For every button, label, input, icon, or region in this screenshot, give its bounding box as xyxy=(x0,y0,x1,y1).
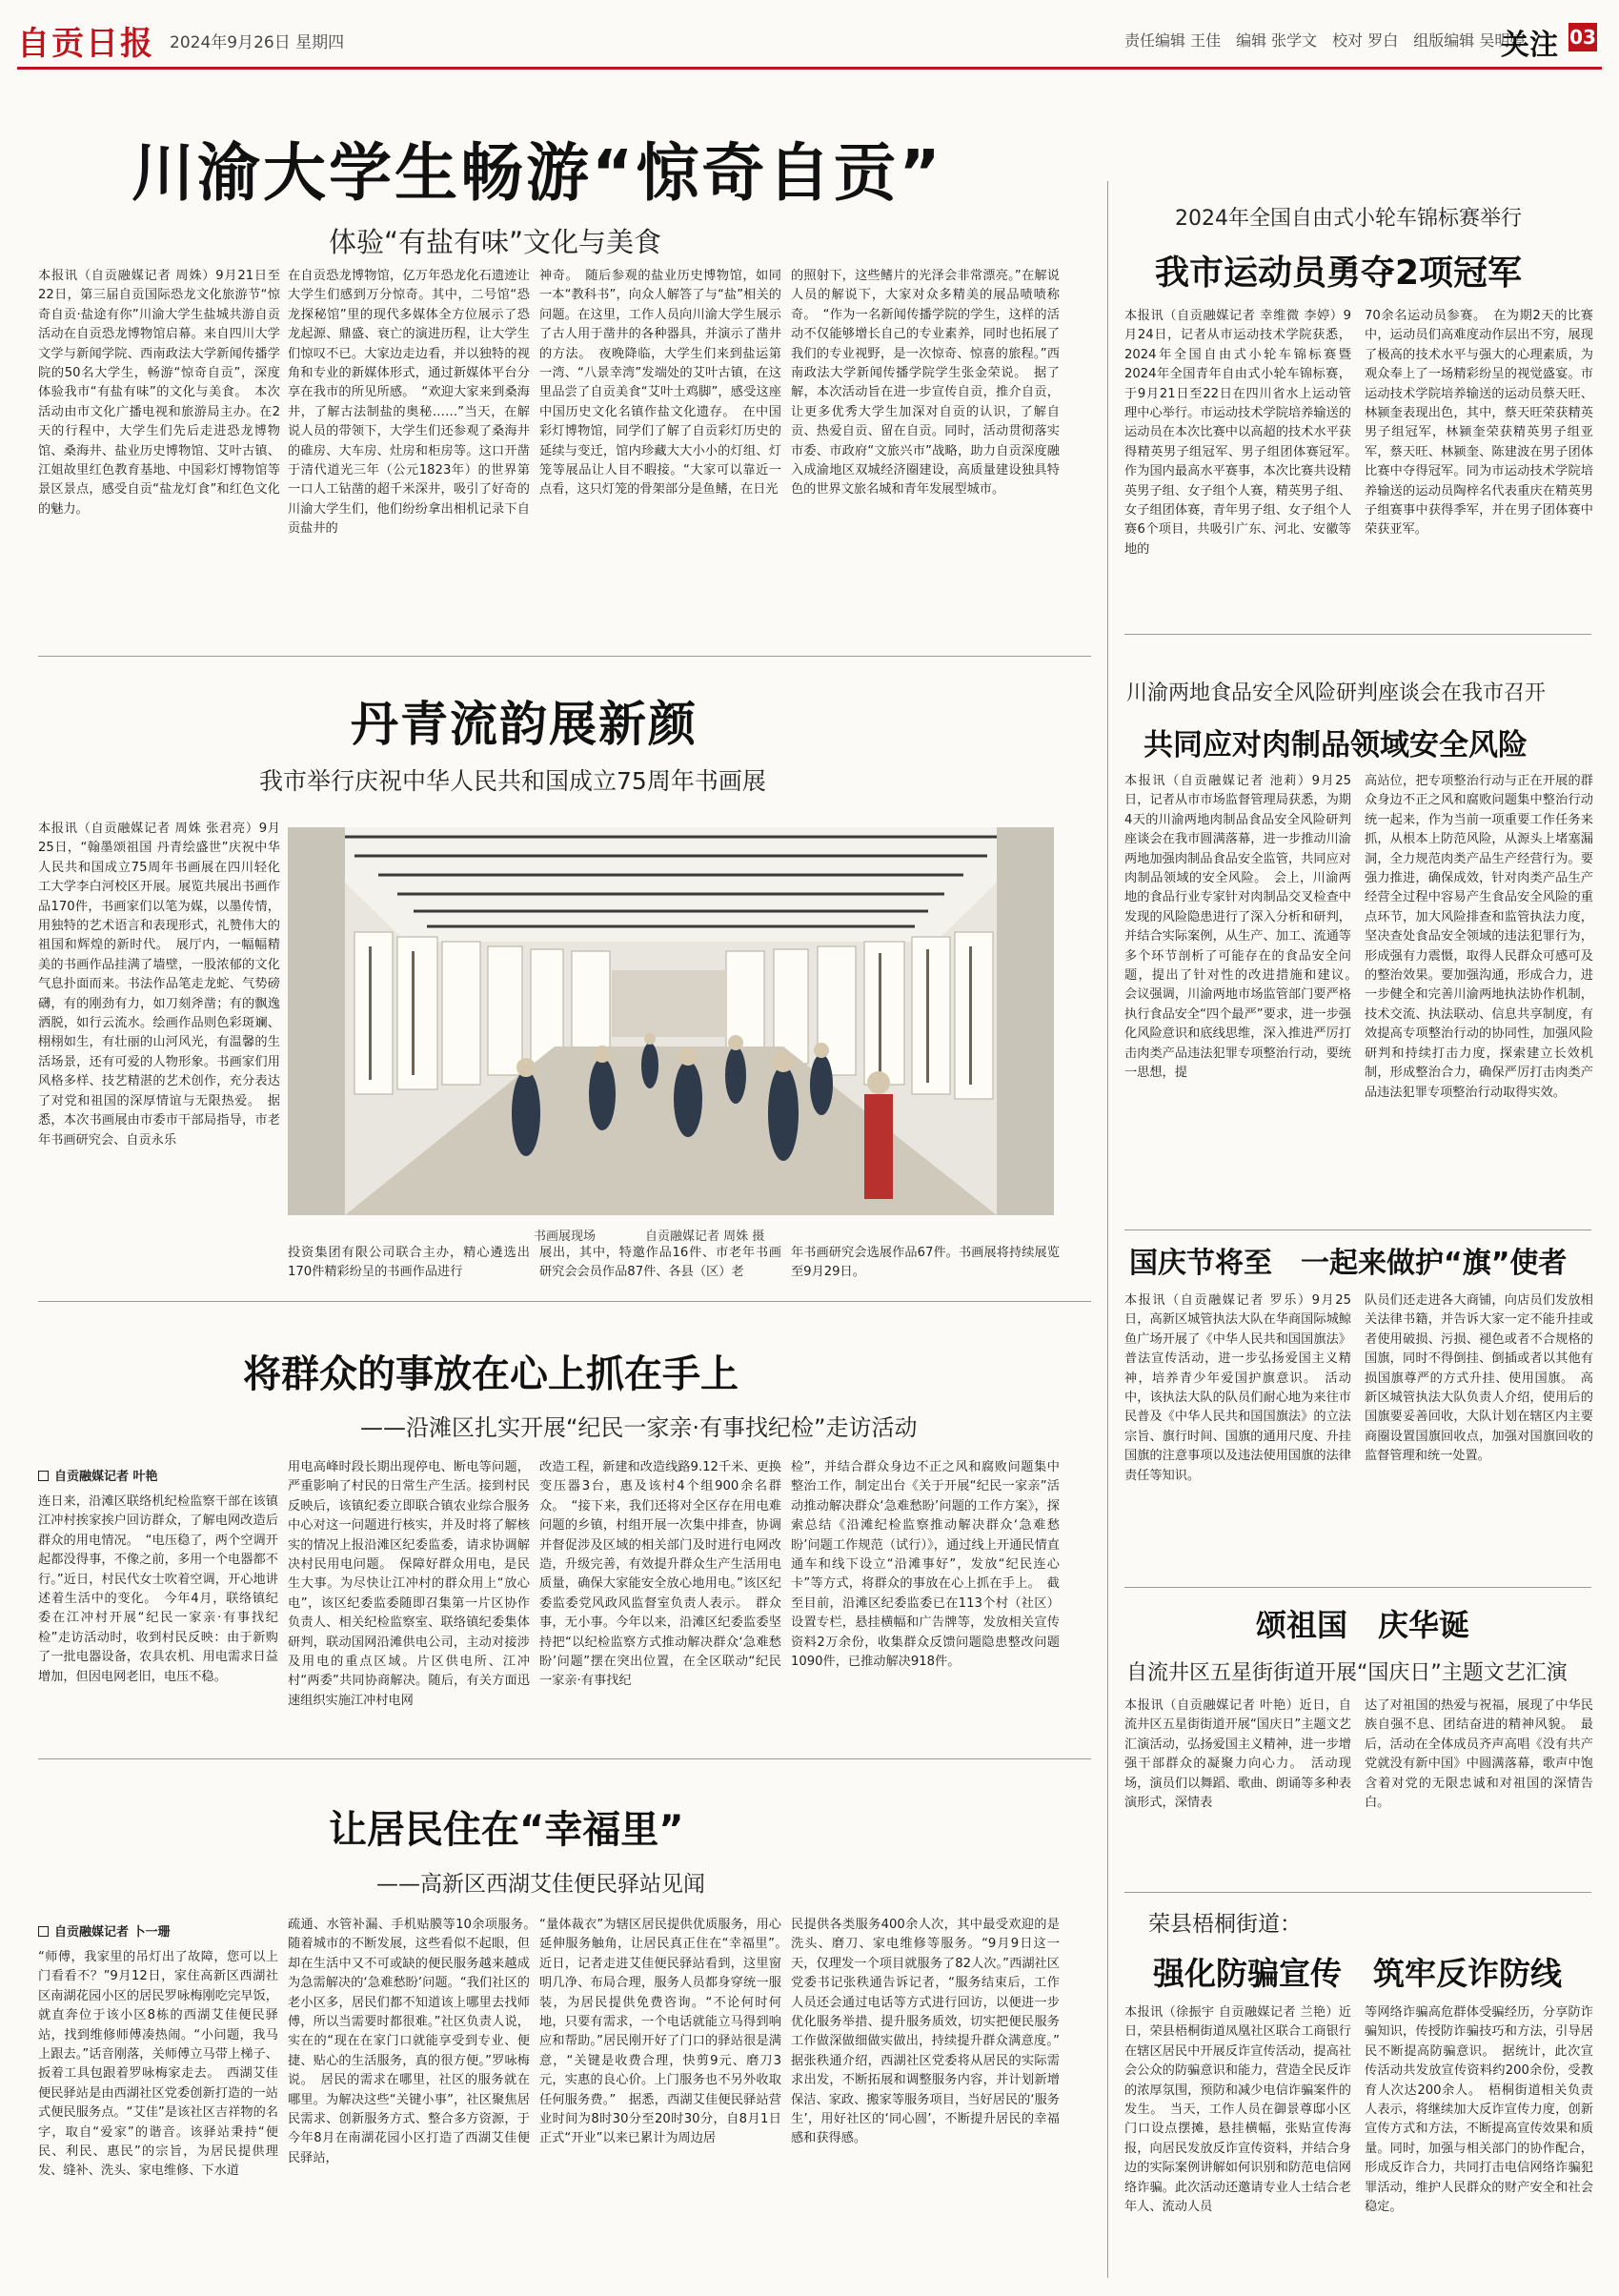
article-subtitle: 体验“有盐有味”文化与美食 xyxy=(329,226,662,258)
article-column: 连日来，沿滩区联络机纪检监察干部在该镇江冲村挨家挨户回访群众，了解电网改造后群众的用电情况。 “电压稳了，两个空调开起都没得事，不像之前，多用一个电器都不行。”近日，村民代女士吹着空调，开心地讲述着生活中的变化。 今年4月，联络镇纪委在江冲村开展“纪民一家亲·有事找纪检”走访活动时，收到村民反映：由于新购了一批电器设备，农具农机、用电需求日益增加，但因电网老旧，电压不稳。 xyxy=(38,1494,278,1684)
section-divider xyxy=(1124,1892,1591,1893)
article-column: 年书画研究会选展作品67件。书画展将持续展览至9月29日。 xyxy=(791,1246,1060,1280)
article-column: 达了对祖国的热爱与祝福，展现了中华民族自强不息、团结奋进的精神风貌。 最后，活动在全体成员齐声高唱《没有共产党就没有新中国》中圆满落幕，歌声中饱含着对党的无限忠诚和对祖国的深情告白。 xyxy=(1365,1698,1593,1811)
article-headline: 将群众的事放在心上抓在手上 xyxy=(243,1352,739,1396)
article-kicker: 2024年全国自由式小轮车锦标赛举行 xyxy=(1175,207,1522,231)
section-divider xyxy=(1124,634,1591,635)
article-column: 本报讯（徐振宇 自贡融媒记者 兰艳）近日，荣县梧桐街道凤凰社区联合工商银行在辖区居民中开展反诈宣传活动，提高社会公众的防骗意识和能力，营造全民反诈的浓厚氛围，预防和减少电信诈骗案件的发生。 当天，工作人员在御景尊邸小区门口设点摆摊，悬挂横幅，张贴宣传海报，向居民发放反诈宣传资料，并结合身边的实际案例讲解如何识别和防范电信网络诈骗。此次活动还邀请专业人士结合老年人、流动人员 xyxy=(1124,2005,1351,2215)
masthead-logo: 自贡日报 xyxy=(17,25,154,63)
section-divider xyxy=(38,656,1091,657)
article-kicker: 川渝两地食品安全风险研判座谈会在我市召开 xyxy=(1126,681,1547,705)
article-column: 本报讯（自贡融媒记者 罗乐）9月25日，高新区城管执法大队在华商国际城鲸鱼广场开展了《中华人民共和国国旗法》普法宣传活动，进一步弘扬爱国主义精神，培养青少年爱国护旗意识。 活动中，该执法大队的队员们耐心地为来往市民普及《中华人民共和国国旗法》的立法宗旨、旗行时间、国旗的通用尺度、升挂国旗的注意事项以及违法使用国旗的法律责任等知识。 xyxy=(1124,1293,1351,1483)
exhibition-photo xyxy=(288,827,1054,1215)
article-column: 用电高峰时段长期出现停电、断电等问题，严重影响了村民的日常生产生活。接到村民反映后，该镇纪委立即联合镇农业综合服务中心对这一问题进行核实，并及时将了解核实的情况上报沿滩区纪委监委，请求协调解决村民用电问题。 保障好群众用电，是民生大事。为尽快让江冲村的群众用上“放心电”，该区纪委监委随即召集第一片区协作负责人、相关纪检监察室、联络镇纪委集体研判，联动国网沿滩供电公司，主动对接涉及用电的重点区域。片区供电所、江冲村“两委”共同协商解决。随后，有关方面迅速组织实施江冲村电网 xyxy=(288,1460,530,1708)
article-column: 本报讯（自贡融媒记者 周姝 张君亮）9月25日，“翰墨颂祖国 丹青绘盛世”庆祝中华人民共和国成立75周年书画展在四川轻化工大学李白河校区开展。展览共展出书画作品170件，书画家们以笔为媒，以墨传情，用独特的艺术语言和表现形式，礼赞伟大的祖国和辉煌的新时代。 展厅内，一幅幅精美的书画作品挂满了墙壁，一股浓郁的文化气息扑面而来。书法作品笔走龙蛇、气势磅礴，有的刚劲有力，如刀刻斧凿；有的飘逸洒脱，如行云流水。绘画作品则色彩斑斓、栩栩如生，有壮丽的山河风光，有温馨的生活场景，还有可爱的人物形象。书画家们用风格多样、技艺精湛的艺术创作，充分表达了对党和祖国的深厚情谊与无限热爱。 据悉，本次书画展由市委市干部局指导，市老年书画研究会、自贡永乐 xyxy=(38,822,280,1148)
article-headline: 国庆节将至 一起来做护“旗”使者 xyxy=(1129,1247,1568,1280)
article-column: 疏通、水管补漏、手机贴膜等10余项服务。 随着城市的不断发展，这些看似不起眼，但却在生活中又不可或缺的便民服务越来越成为急需解决的‘急难愁盼’问题。“我们社区的老小区多，居民们都不知道该上哪里去找师傅，所以当需要时都很难。”社区负责人说，实在的“现在在家门口就能享受到专业、便捷、贴心的生活服务，真的很方便。”罗咏梅说。 居民的需求在哪里，社区的服务就在哪里。为解决这些“关键小事”，社区聚焦居民需求、创新服务方式、整合多方资源，于今年8月在南湖花园小区打造了西湖艾佳便民驿站， xyxy=(288,1918,543,2165)
article-column: 等网络诈骗高危群体受骗经历，分享防诈骗知识，传授防诈骗技巧和方法，引导居民不断提高防骗意识。 据统计，此次宣传活动共发放宣传资料约200余份，受教育人次达200余人。 梧桐街道相关负责人表示，将继续加大反诈宣传力度，创新宣传方式和方法，不断提高宣传效果和质量。同时，加强与相关部门的协作配合，形成反诈合力，共同打击电信网络诈骗犯罪活动，维护人民群众的财产安全和社会稳定。 xyxy=(1365,2005,1593,2215)
author-marker-icon xyxy=(38,1471,49,1481)
section-name: 关注 xyxy=(1501,29,1558,62)
article-column: 检”，并结合群众身边不正之风和腐败问题集中整治工作，制定出台《关于开展“纪民一家亲”活动推动解决群众‘急难愁盼’问题的工作方案》，探索总结《沿滩纪检监察推动解决群众‘急难愁盼’问题工作规范（试行）》，通过线上开通民情直通车和线下设立“沿滩事好”，发放“纪民连心卡”等方式，将群众的事放在心上抓在手上。 截至目前，沿滩区纪委监委已在113个村（社区）设置专栏，悬挂横幅和广告牌等，发放相关宣传资料2万余份，收集群众反馈问题隐患整改问题1090件，已推动解决918件。 xyxy=(791,1460,1060,1670)
article-column: 本报讯（自贡融媒记者 周姝）9月21日至22日，第三届自贡国际恐龙文化旅游节“惊奇自贡·盐途有你”川渝大学生盐城共游自贡活动在自贡恐龙博物馆启幕。来自四川大学文学与新闻学院、西南政法大学新闻传播学院的50名大学生，畅游“惊奇自贡”，深度体验我市“有盐有味”的文化与美食。 本次活动由市文化广播电视和旅游局主办。在2天的行程中，大学生们先后走进恐龙博物馆、桑海井、盐业历史博物馆、艾叶古镇、江姐故里红色教育基地、中国彩灯博物馆等景区景点，感受自贡“盐龙灯食”和红色文化的魅力。 xyxy=(38,269,280,517)
article-column: 队员们还走进各大商铺，向店员们发放相关法律书籍，并告诉大家一定不能升挂或者使用破损、污损、褪色或者不合规格的国旗，同时不得倒挂、倒插或者以其他有损国旗尊严的方式升挂、使用国旗。 高新区城管执法大队负责人介绍，使用后的国旗要妥善回收，大队计划在辖区内主要商圈设置国旗回收点，加强对国旗回收的监督管理和统一处置。 xyxy=(1365,1293,1593,1464)
page-number: 03 xyxy=(1568,23,1597,51)
author-name: 自贡融媒记者 叶艳 xyxy=(54,1470,158,1484)
article-kicker: 荣县梧桐街道： xyxy=(1148,1912,1302,1937)
article-column: 展出，其中，特邀作品16件、市老年书画研究会会员作品87件、各县（区）老 xyxy=(539,1246,781,1280)
article-column: 投资集团有限公司联合主办，精心遴选出170件精彩纷呈的书画作品进行 xyxy=(288,1246,530,1280)
article-subtitle: 我市举行庆祝中华人民共和国成立75周年书画展 xyxy=(259,767,766,795)
author-line xyxy=(38,1466,158,1484)
article-column: 神奇。 随后参观的盐业历史博物馆，如同一本“教科书”，向众人解答了与“盐”相关的问题。在这里，工作人员向川渝大学生展示了古人用于凿井的各种器具，并演示了凿井的方法。 夜晚降临，大学生们来到盐运第一湾、“八景幸湾”发端处的艾叶古镇，在这里品尝了自贡美食“艾叶土鸡脚”，感受这座中国历史文化名镇作盐文化遗存。 在中国彩灯博物馆，同学们了解了自贡彩灯历史的延续与变迁，馆内珍藏大大小小的灯组、灯笼等展品让人目不暇接。“大家可以靠近一点看，这只灯笼的骨架部分是鱼鳍，在日光 xyxy=(539,269,781,498)
article-subtitle: 自流井区五星街街道开展“国庆日”主题文艺汇演 xyxy=(1126,1661,1568,1685)
column-divider xyxy=(1107,181,1108,2278)
article-column: 本报讯（自贡融媒记者 叶艳）近日，自流井区五星街街道开展“国庆日”主题文艺汇演活动，弘扬爱国主义精神，进一步增强干部群众的凝聚力向心力。 活动现场，演员们以舞蹈、歌曲、朗诵等多种表演形式，深情表 xyxy=(1124,1698,1351,1811)
article-headline: 共同应对肉制品领域安全风险 xyxy=(1143,728,1528,762)
article-headline: 丹青流韵展新颜 xyxy=(351,697,698,752)
article-column: 本报讯（自贡融媒记者 池莉）9月25日，记者从市市场监督管理局获悉，为期4天的川渝两地肉制品食品安全风险研判座谈会在我市圆满落幕，进一步推动川渝两地加强肉制品食品安全监管，共同应对肉制品领域的安全风险。 会上，川渝两地的食品行业专家针对肉制品交叉检查中发现的风险隐患进行了深入分析和研判，并结合实际案例，从生产、加工、流通等多个环节剖析了可能存在的食品安全问题，提出了针对性的改进措施和建议。 会议强调，川渝两地市场监管部门要严格执行食品安全“四个最严”要求，进一步强化风险意识和底线思维，深入推进严厉打击肉类产品违法犯罪专项整治行动，要统一思想，提 xyxy=(1124,774,1365,1081)
article-column: 的照射下，这些鳍片的光泽会非常漂亮。”在解说人员的解说下，大家对众多精美的展品啧啧称奇。 “作为一名新闻传播学院的学生，这样的活动不仅能够增长自己的专业素养，同时也拓展了我们的专业视野，是一次惊奇、惊喜的旅程。”西南政法大学新闻传播学院学生张金荣说。 据了解，本次活动旨在进一步宣传自贡，推介自贡，让更多优秀大学生加深对自贡的认识，了解自贡、热爱自贡、留在自贡。同时，活动贯彻落实市委、市政府“文旅兴市”战略，助力自贡深度融入成渝地区双城经济圈建设，高质量建设独具特色的世界文旅名城和青年发展型城市。 xyxy=(791,269,1060,498)
author-name: 自贡融媒记者 卜一珊 xyxy=(54,1925,171,1940)
issue-date: 2024年9月26日 星期四 xyxy=(170,33,345,52)
article-column: 在自贡恐龙博物馆，亿万年恐龙化石遗迹让大学生们感到万分惊奇。其中，二号馆“恐龙探秘馆”里的现代多媒体全方位展示了恐龙起源、鼎盛、衰亡的演进历程，让大学生们惊叹不已。大家边走边看，并以独特的视角和专业的新媒体形式，通过新媒体平台分享在我市的所见所感。 “欢迎大家来到桑海井，了解古法制盐的奥秘……”当天，在解说人员的带领下，大学生们还参观了桑海井的碓房、大车房、灶房和柜房等。这口开凿于清代道光三年（公元1823年）的世界第一口人工钻凿的超千米深井，吸引了好奇的川渝大学生们，他们纷纷拿出相机记录下自贡盐井的 xyxy=(288,269,530,537)
article-subtitle: ——沿滩区扎实开展“纪民一家亲·有事找纪检”走访活动 xyxy=(360,1414,918,1441)
photo-caption: 书画展现场 自贡融媒记者 周姝 摄 xyxy=(534,1229,765,1244)
section-divider xyxy=(1124,1587,1591,1588)
article-headline: 我市运动员勇夺2项冠军 xyxy=(1155,254,1523,293)
section-divider xyxy=(38,1758,1091,1759)
article-headline: 颂祖国 庆华诞 xyxy=(1256,1607,1470,1643)
article-headline: 让居民住在“幸福里” xyxy=(329,1808,684,1852)
article-headline: 川渝大学生畅游“惊奇自贡” xyxy=(132,136,943,210)
article-column: 本报讯（自贡融媒记者 幸维微 李婷）9月24日，记者从市运动技术学院获悉，2024年全国自由式小轮车锦标赛暨2024年全国青年自由式小轮车锦标赛，于9月21日至22日在四川省水上运动管理中心举行。市运动技术学院培养输送的运动员在本次比赛中以高超的技术水平获得精英男子组冠军、男子组团体赛冠军。 作为国内最高水平赛事，本次比赛共设精英男子组、女子组个人赛，精英男子组、女子组团体赛，青年男子组、女子组个人赛6个项目，共吸引广东、河北、安徽等地的 xyxy=(1124,309,1365,557)
author-line xyxy=(38,1921,171,1940)
article-column: “师傅，我家里的吊灯出了故障，您可以上门看看不？”9月12日，家住高新区西湖社区南湖花园小区的居民罗咏梅刚吃完早饭，就直奔位于该小区8栋的西湖艾佳便民驿站，找到维修师傅凑热闹。“小问题，我马上跟去。”话音刚落，关师傅立马带上梯子、扳着工具包跟着罗咏梅家走去。 西湖艾佳便民驿站是由西湖社区党委创新打造的一站式便民服务点。“艾佳”是该社区吉祥物的名字，取自“爱家”的谐音。该驿站秉持“便民、利民、惠民”的宗旨，为居民提供理发、缝补、洗头、家电维修、下水道 xyxy=(38,1950,278,2179)
header-rule xyxy=(17,67,1602,70)
article-column: 民提供各类服务400余人次，其中最受欢迎的是洗头、磨刀、家电维修等服务。“9月9日这一天，仅理发一个项目就服务了82人次。”西湖社区党委书记张秩通告诉记者，“服务结束后，工作人员还会通过电话等方式进行回访，以便进一步优化服务举措、提升服务质效，切实把便民服务工作做深做细做实做出，持续提升群众满意度。” 据张秩通介绍，西湖社区党委将从居民的实际需求出发，不断拓展和调整服务内容，并计划新增保洁、家政、搬家等服务项目，当好居民的‘服务生’，用好社区的‘同心圆’，不断提升居民的幸福感和获得感。 xyxy=(791,1918,1073,2146)
article-column: “量体裁衣”为辖区居民提供优质服务，用心延伸服务触角，让居民真正住在“幸福里”。 近日，记者走进艾佳便民驿站看到，这里窗明几净、布局合理，服务人员都身穿统一服装，为居民提供免费咨询。“不论何时何地，只要有需求，一个电话就能立马得到响应和帮助。”居民刚开好了门口的驿站很是满意，“关键是收费合理，快剪9元、磨刀3元，实惠的良心价。上门服务也不另外收取任何服务费。” 据悉，西湖艾佳便民驿站营业时间为8时30分至20时30分，自8月1日正式“开业”以来已累计为周边居 xyxy=(539,1918,795,2146)
article-column: 高站位，把专项整治行动与正在开展的群众身边不正之风和腐败问题集中整治行动统一起来，作为当前一项重要工作任务来抓，从根本上防范风险，从源头上堵塞漏洞，全力规范肉类产品生产经营行为。要强力推进，确保成效，针对肉类产品生产经营全过程中容易产生食品安全风险的重点环节，加大风险排查和监管执法力度，坚决查处食品安全领域的违法犯罪行为，形成强有力震慑，取得人民群众可感可及的整治效果。要加强沟通，形成合力，进一步健全和完善川渝两地执法协作机制，技术交流、执法联动、信息共享制度，有效提高专项整治行动的协同性，加强风险研判和持续打击力度，探索建立长效机制，形成整治合力，确保严厉打击肉类产品违法犯罪专项整治行动取得实效。 xyxy=(1365,774,1593,1100)
author-marker-icon xyxy=(38,1926,49,1937)
section-divider xyxy=(38,1301,1091,1302)
article-subtitle: ——高新区西湖艾佳便民驿站见闻 xyxy=(376,1872,705,1897)
article-column: 改造工程，新建和改造线路9.12千米、更换变压器3台，惠及该村4个组900余名群众。 “接下来，我们还将对全区存在用电难问题的乡镇，村组开展一次集中排查，协调并督促涉及区域的相关部门及时进行电网改造，升级完善，有效提升群众生产生活用电质量，确保大家能安全放心地用电。”该区纪委监委党风政风监督室负责人表示。 群众事，无小事。今年以来，沿滩区纪委监委坚持把“以纪检监察方式推动解决群众‘急难愁盼’问题”摆在突出位置，在全区联动“纪民一家亲·有事找纪 xyxy=(539,1460,781,1689)
editor-credits: 责任编辑 王佳 编辑 张学文 校对 罗白 组版编辑 吴明婷 xyxy=(1124,31,1526,50)
article-column: 70余名运动员参赛。 在为期2天的比赛中，运动员们高难度动作层出不穷，展现了极高的技术水平与强大的心理素质，为观众奉上了一场精彩纷呈的视觉盛宴。市运动技术学院培养输送的运动员蔡天旺、林颍奎表现出色，其中，蔡天旺荣获精英男子组冠军，林颍奎荣获精英男子组亚军，蔡天旺、林颍奎、陈建波在男子团体比赛中夺得冠军。同为市运动技术学院培养输送的运动员陶梓名代表重庆在精英男子组赛事中获得季军，并在男子团体赛中荣获亚军。 xyxy=(1365,309,1593,538)
article-headline: 强化防骗宣传 筑牢反诈防线 xyxy=(1153,1955,1562,1992)
section-divider xyxy=(1124,1229,1591,1230)
